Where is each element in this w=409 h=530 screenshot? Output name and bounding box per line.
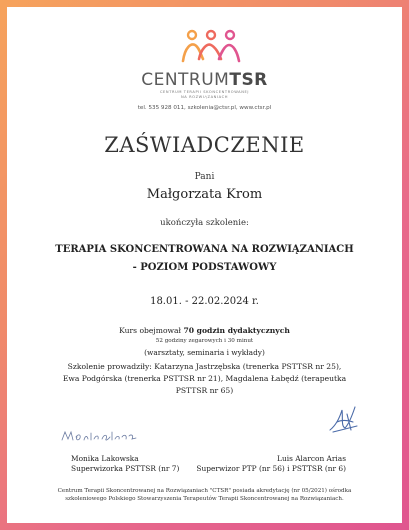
brand-subtitle: CENTRUM TERAPII SKONCENTROWANEJ NA ROZWIĄZANIACH <box>159 90 250 99</box>
ctsr-logo-icon <box>181 29 241 65</box>
course-dates: 18.01. - 22.02.2024 r. <box>150 296 259 307</box>
certificate-title: ZAŚWIADCZENIE <box>104 133 305 157</box>
salutation: Pani <box>194 172 215 182</box>
course-format: (warsztaty, seminaria i wykłady) <box>144 348 265 357</box>
signature-right-icon <box>327 404 361 434</box>
contact-info: tel. 535 928 011, szkolenia@ctsr.pl, www.ctsr.pl <box>137 105 272 111</box>
hours-summary: Kurs obejmował 70 godzin dydaktycznych <box>119 326 290 335</box>
recipient-name: Małgorzata Krom <box>146 187 263 202</box>
signer-right: Luis Alarcon Arias Superwizor PTP (nr 56) i PSTTSR (nr 6) <box>196 454 346 473</box>
signer-left: Monika Lakowska Superwizorka PSTTSR (nr 7) <box>71 454 180 473</box>
trainers-text: Szkolenie prowadziły: Katarzyna Jastrzębska (trenerka PSTTSR nr 25), Ewa Podgórska (trenerka PSTTSR nr 21), Magdalena Łabędź (terapeutka PSTTSR nr 65) <box>62 362 347 395</box>
course-title-line2: - POZIOM PODSTAWOWY <box>132 262 277 273</box>
accreditation-footer: Centrum Terapii Skoncentrowanej na Rozwiązaniach "CTSR" posiada akredytację (nr 05/2021) ośrodka szkoleniowego Polskiego Stowarzyszenia Terapeutów Terapii Skoncentrowanej na Rozwiązaniach. <box>57 488 352 502</box>
course-title-line1: TERAPIA SKONCENTROWANA NA ROZWIĄZANIACH <box>55 244 354 255</box>
brand-name: CENTRUMTSR <box>141 70 268 90</box>
completed-text: ukończyła szkolenie: <box>160 218 249 228</box>
hours-detail: 52 godziny zegarowych i 30 minut <box>155 338 254 344</box>
signature-left-icon <box>60 428 138 444</box>
